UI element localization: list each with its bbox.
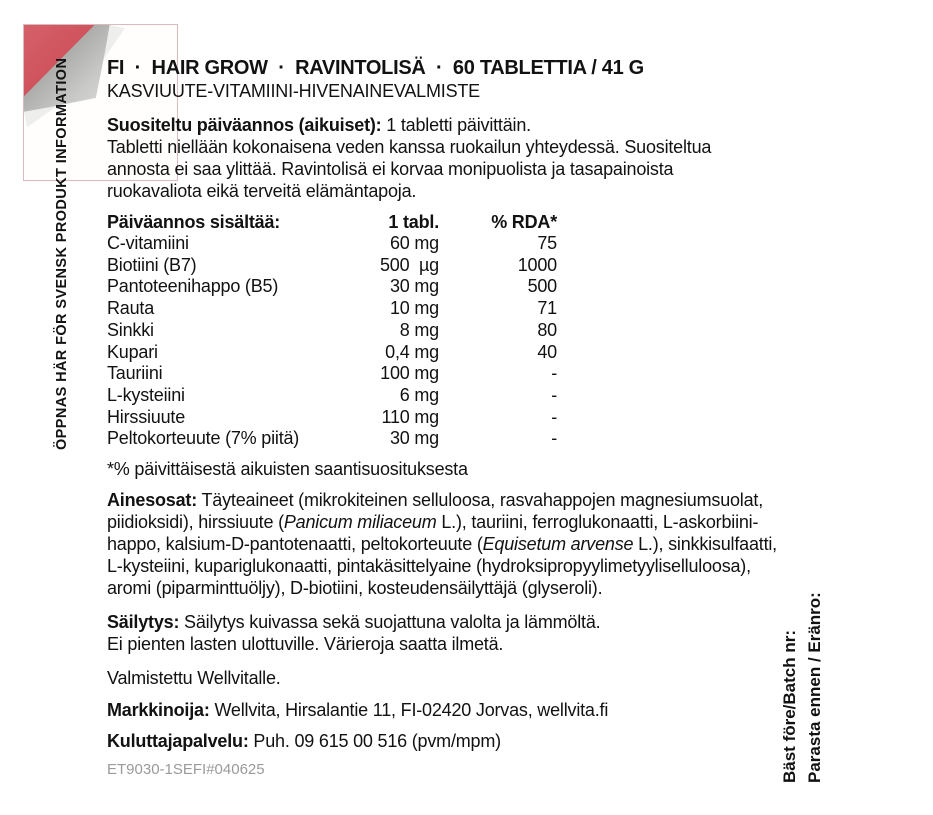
table-cell-rda: 75 <box>537 233 557 253</box>
storage-paragraph <box>107 611 847 655</box>
table-cell-name: Sinkki <box>107 319 154 340</box>
table-cell-amount: 30 mg <box>389 428 439 449</box>
table-cell-name: Rauta <box>107 298 155 319</box>
table-cell-rda: 40 <box>537 341 557 362</box>
footnote-line: *% päivittäisestä aikuisten saantisuosituksesta <box>107 459 468 480</box>
text-line <box>107 533 847 555</box>
text-line <box>107 114 847 136</box>
table-cell-amount: 0,4 mg <box>385 341 439 362</box>
product-title: FI · HAIR GROW · RAVINTOLISÄ · 60 TABLETTIA / 41 G <box>107 57 644 79</box>
text-segment: piidioksidi), hirssiuute ( <box>107 512 284 533</box>
text-segment: ruokavaliota eikä terveitä elämäntapoja. <box>107 181 417 201</box>
table-cell-name: Hirssiuute <box>107 406 186 427</box>
text-line <box>107 180 847 202</box>
text-segment: Equisetum arvense <box>482 534 634 555</box>
table-cell-name: Peltokorteuute (7% piitä) <box>107 428 300 449</box>
text-line <box>107 158 847 180</box>
marketer-paragraph <box>107 699 847 721</box>
text-segment: Säilytys: <box>107 612 180 633</box>
col-header-name: Päiväannos sisältää: <box>107 212 281 232</box>
table-cell-rda: 71 <box>537 298 557 319</box>
table-row <box>107 407 557 429</box>
text-segment: annosta ei saa ylittää. Ravintolisä ei korvaa monipuolista ja tasapainoista <box>107 159 674 179</box>
table-cell-name: Biotiini (B7) <box>107 254 197 275</box>
text-line <box>107 611 847 633</box>
table-cell-rda: - <box>551 384 557 405</box>
text-line <box>107 489 847 511</box>
text-segment: aromi (piparminttuöljy), D-biotiini, kosteudensäilyttäjä (glyseroli). <box>107 578 603 599</box>
text-segment: 1 tabletti päivittäin. <box>381 115 531 135</box>
text-segment: L.), tauriini, ferroglukonaatti, L-askorbiini- <box>436 512 759 533</box>
table-row <box>107 276 557 298</box>
table-row <box>107 342 557 364</box>
consumer-service-paragraph <box>107 730 847 752</box>
table-cell-name: L-kysteiini <box>107 384 185 405</box>
label-content <box>107 57 847 778</box>
text-line <box>107 555 847 577</box>
ingredients-paragraph <box>107 489 847 599</box>
text-segment: Tabletti niellään kokonaisena veden kanssa ruokailun yhteydessä. Suositeltua <box>107 137 712 157</box>
table-cell-name: Kupari <box>107 341 158 362</box>
table-cell-amount: 60 mg <box>389 233 439 253</box>
text-line <box>107 730 847 752</box>
swedish-info-vertical-text: ÖPPNAS HÄR FÖR SVENSK PRODUKT INFORMATION <box>54 57 70 450</box>
text-segment: Säilytys kuivassa sekä suojattuna valolta ja lämmöltä. <box>179 612 601 633</box>
text-line <box>107 577 847 599</box>
table-row <box>107 320 557 342</box>
text-segment: Markkinoija: <box>107 700 210 721</box>
table-cell-rda: 500 <box>527 276 557 297</box>
table-row <box>107 363 557 385</box>
manufactured-line: Valmistettu Wellvitalle. <box>107 668 281 689</box>
col-header-rda: % RDA* <box>491 212 557 232</box>
table-cell-amount: 6 mg <box>399 384 439 405</box>
text-segment: Ainesosat: <box>107 490 198 511</box>
table-cell-name: C-vitamiini <box>107 233 189 253</box>
text-segment: Ei pienten lasten ulottuville. Värieroja saatta ilmetä. <box>107 634 504 655</box>
product-subtitle: KASVIUUTE-VITAMIINI-HIVENAINEVALMISTE <box>107 81 480 101</box>
table-cell-name: Pantoteenihappo (B5) <box>107 276 279 297</box>
text-segment: Puh. 09 615 00 516 (pvm/mpm) <box>248 731 501 752</box>
table-cell-amount: 110 mg <box>381 406 439 427</box>
dosage-paragraph <box>107 114 847 202</box>
table-cell-amount: 100 mg <box>380 363 439 384</box>
text-segment: L-kysteiini, kupariglukonaatti, pintakäsittelyaine (hydroksipropyylimetyyliselluloosa), <box>107 556 751 577</box>
table-row <box>107 385 557 407</box>
table-cell-rda: - <box>551 363 557 384</box>
table-cell-amount: 30 mg <box>389 276 439 297</box>
table-row <box>107 428 557 450</box>
batch-date-vertical-text <box>777 543 829 783</box>
nutrition-table-body <box>107 233 557 450</box>
table-cell-amount: 10 mg <box>389 298 439 319</box>
text-segment: Täyteaineet (mikrokiteinen selluloosa, rasvahappojen magnesiumsuolat, <box>197 490 764 511</box>
table-cell-rda: - <box>551 406 557 427</box>
text-line <box>107 633 847 655</box>
nutrition-table <box>107 211 557 450</box>
rda-footnote <box>107 458 847 480</box>
table-row <box>107 233 557 255</box>
col-header-amount: 1 tabl. <box>388 212 439 232</box>
table-cell-name: Tauriini <box>107 363 163 384</box>
text-segment: Kuluttajapalvelu: <box>107 731 249 752</box>
text-line <box>107 511 847 533</box>
best-before-batch-label: Bäst före/Batch nr: <box>780 629 799 783</box>
manufactured-paragraph <box>107 667 847 689</box>
text-line <box>107 136 847 158</box>
text-segment: Panicum miliaceum <box>283 512 437 533</box>
table-cell-rda: - <box>551 428 557 449</box>
table-cell-rda: 80 <box>537 319 557 340</box>
table-cell-amount: 8 mg <box>399 319 439 340</box>
table-cell-amount: 500 µg <box>379 254 439 275</box>
table-cell-rda: 1000 <box>517 254 557 275</box>
table-row <box>107 255 557 277</box>
nutrition-table-header <box>107 211 557 233</box>
text-line <box>107 699 847 721</box>
text-segment: L.), sinkkisulfaatti, <box>633 534 777 555</box>
table-row <box>107 298 557 320</box>
text-segment: happo, kalsium-D-pantotenaatti, peltokorteuute ( <box>107 534 483 555</box>
text-segment: Wellvita, Hirsalantie 11, FI-02420 Jorvas, wellvita.fi <box>209 700 609 721</box>
batch-code: ET9030-1SEFI#040625 <box>107 761 265 779</box>
parasta-ennen-label: Parasta ennen / Eränro: <box>805 592 824 783</box>
text-segment: Suositeltu päiväannos (aikuiset): <box>107 115 382 135</box>
